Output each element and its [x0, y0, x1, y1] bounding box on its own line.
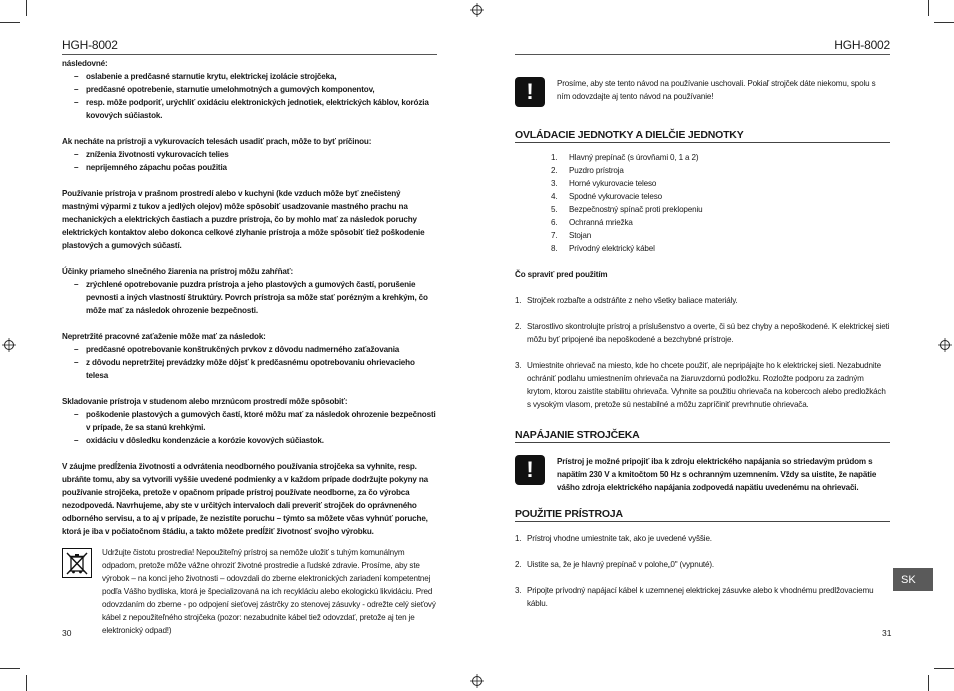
subheading: Čo spraviť pred použitím — [515, 270, 608, 279]
list-item: – oxidáciu v dôsledku kondenzácie a korózie kovových súčiastok. — [74, 436, 324, 445]
model-header: HGH-8002 — [62, 38, 118, 52]
list-item: 1. Hlavný prepínač (s úrovňami 0, 1 a 2) — [551, 153, 699, 162]
left-page — [62, 38, 437, 637]
list-item: – predčasné opotrebovanie konštrukčných prvkov z dôvodu nadmerného zaťažovania — [74, 345, 400, 354]
registration-mark-icon — [2, 338, 16, 352]
list-item: 2. Puzdro prístroja — [551, 166, 624, 175]
crop-mark — [934, 668, 954, 669]
header-rule — [62, 54, 437, 55]
paragraph: Používanie prístroja v prašnom prostredí alebo v kuchyni (kde vzduch môže byť znečistený mastnými výparmi z tukov a jedlých olejov) môže spôsobiť usadzovanie mastného prachu na mechanických a elektrických častiach a puzdre prístroja, čo by mohlo mať za následok poruchy elektrických kontaktov alebo dokonca celkové zlyhanie prístroja a môže spôsobiť tiež poškodenie plastových a gumových súčastí. — [62, 189, 425, 250]
language-tab: SK — [893, 568, 933, 591]
registration-mark-icon — [938, 338, 952, 352]
power-notice — [515, 455, 890, 494]
list-item: 8. Prívodný elektrický kábel — [551, 244, 655, 253]
list-item: 4. Spodné vykurovacie teleso — [551, 192, 662, 201]
list-item: 2. Starostlivo skontrolujte prístroj a príslušenstvo a overte, či sú bez chyby a nepoškodené. K elektrickej sieti môžu byť pripojené iba nepoškodené a bezchybné prístroje. — [515, 322, 890, 344]
section-heading: POUŽITIE PRÍSTROJA — [515, 508, 623, 520]
page-number: 30 — [62, 628, 72, 638]
intro-text: následovné: — [62, 59, 108, 68]
list-item: – oslabenie a predčasné starnutie krytu, elektrickej izolácie strojčeka, — [74, 72, 337, 81]
list-item: 6. Ochranná mriežka — [551, 218, 633, 227]
crop-mark — [928, 675, 929, 691]
crop-mark — [928, 0, 929, 16]
list-item: – zníženia životnosti vykurovacích telies — [74, 150, 229, 159]
notice-text: Prístroj je možné pripojiť iba k zdroju elektrického napájania so striedavým prúdom s napätím 230 V a kmitočtom 50 Hz s ochranným uzemnením. Vždy sa uistite, že napätie vášho zdroja elektrického napájania zodpovedá napätiu uvedenému na ohrievači. — [557, 457, 877, 492]
right-page — [515, 38, 890, 610]
paragraph: V záujme predĺženia životnosti a odvrátenia neodborného používania strojčeka sa vyhnite, resp. ubráňte tomu, aby sa vytvorili vyššie uvedené podmienky a v každom prípade dodržujte pokyny na používanie strojčeka, pretože v opačnom prípade prístroj používate neodborne, za čo výrobca nezodpovedá. Navrhujeme, aby ste v určitých intervaloch dali preveriť strojček do oprávneného odborného servisu, a to aj v prípade, že nezistíte poruchu – týmto sa môžete včas vyhnúť poruche, ktorá je iba v počiatočnom štádiu, a takto môžete predĺžiť životnosť svojho výrobku. — [62, 462, 428, 536]
warning-icon: ! — [515, 77, 545, 107]
list-item: 1. Strojček rozbaľte a odstráňte z neho všetky baliace materiály. — [515, 296, 738, 305]
list-item: – zrýchlené opotrebovanie puzdra prístroja a jeho plastových a gumových častí, porušenie pevnosti a iných vlastností štruktúry. Povrch prístroja sa môže stať porézným a krehkým, čo môže mať za následok ohrozenie bezpečnosti. — [74, 280, 428, 315]
list-item: 2. Uistite sa, že je hlavný prepínač v polohe„0" (vypnuté). — [515, 560, 715, 569]
notice-text: Prosíme, aby ste tento návod na používanie uschovali. Pokiaľ strojček dáte niekomu, spolu s ním odovzdajte aj tento návod na používanie! — [557, 79, 876, 101]
eco-notice — [62, 546, 437, 637]
section-heading: OVLÁDACIE JEDNOTKY A DIELČIE JEDNOTKY — [515, 129, 744, 141]
parts-list — [515, 151, 890, 255]
list-item: – poškodenie plastových a gumových častí, ktoré môžu mať za následok ohrozenie bezpečnosti v prípade, že sa stanú krehkými. — [74, 410, 436, 432]
list-item: 3. Horné vykurovacie teleso — [551, 179, 657, 188]
paragraph-heading: Ak necháte na prístroji a vykurovacích telesách usadiť prach, môže to byť príčinou: — [62, 137, 372, 146]
list-item: – resp. môže podporiť, urýchliť oxidáciu elektronických jednotiek, elektrických káblov, korózia kovových súčiastok. — [74, 98, 429, 120]
model-header: HGH-8002 — [834, 38, 890, 52]
keep-manual-notice — [515, 77, 890, 107]
crop-mark — [934, 22, 954, 23]
crop-mark — [26, 0, 27, 16]
list-item: 7. Stojan — [551, 231, 592, 240]
warning-icon: ! — [515, 455, 545, 485]
crossed-bin-icon — [62, 548, 92, 578]
list-item: – predčasné opotrebenie, starnutie umelohmotných a gumových komponentov, — [74, 85, 375, 94]
paragraph-heading: Nepretržité pracovné zaťaženie môže mať za následok: — [62, 332, 266, 341]
list-item: – z dôvodu nepretržitej prevádzky môže dôjsť k predčasnému opotrebovaniu ohrievacieho telesa — [74, 358, 415, 380]
list-item: – neprijemného zápachu počas použitia — [74, 163, 227, 172]
list-item: 3. Pripojte prívodný napájací kábel k uzemnenej elektrickej zásuvke alebo k vhodnému predlžovaciemu káblu. — [515, 586, 874, 608]
registration-mark-icon — [470, 674, 484, 688]
paragraph-heading: Účinky priameho slnečného žiarenia na prístroj môžu zahŕňať: — [62, 267, 294, 276]
section-heading: NAPÁJANIE STROJČEKA — [515, 429, 640, 441]
list-item: 1. Prístroj vhodne umiestnite tak, ako je uvedené vyššie. — [515, 534, 712, 543]
paragraph-heading: Skladovanie prístroja v studenom alebo mrznúcom prostredí môže spôsobiť: — [62, 397, 348, 406]
page-number: 31 — [882, 628, 892, 638]
crop-mark — [0, 22, 20, 23]
header-rule — [515, 54, 890, 55]
eco-text: Udržujte čistotu prostredia! Nepoužiteľný prístroj sa nemôže uložiť s tuhým komunálnym odpadom, pretože môže vážne ohroziť životné prostredie a ľudské zdravie. Prosíme, aby ste výrobok – na konci jeho životnosti – odovzdali do zberne elektronických zariadení kompetentnej podľa Vášho bydliska, ktorá je špecializovaná na ich recykláciu alebo ekologickú likvidáciu. Pred odovzdaním do zberne - po odpojení sieťovej zástrčky zo stenovej zásuvky - odrežte celý sieťový kábel z nepoužiteľného strojčeka (pozor: nezabudnite kábel tiež odovzdať, pretože aj ten je elektronický odpad!) — [102, 548, 436, 635]
list-item: 3. Umiestnite ohrievač na miesto, kde ho chcete použiť, ale nepripájajte ho k elektrickej sieti. Nezabudnite ochrániť podlahu umiestnením ohrievača na žiaruvzdornú podložku. Rozložte podporu za zadným krytom, ktorou zaistíte stabilitu ohrievača. Vyhnite sa použitiu ohrievača na kobercoch alebo predložkách s vysokým vlasom, pretože sú nestabilné a môžu zapríčiniť prevrhnutie ohrievača. — [515, 361, 886, 409]
crop-mark — [0, 668, 20, 669]
list-item: 5. Bezpečnostný spínač proti preklopeniu — [551, 205, 703, 214]
registration-mark-icon — [470, 3, 484, 17]
crop-mark — [26, 675, 27, 691]
